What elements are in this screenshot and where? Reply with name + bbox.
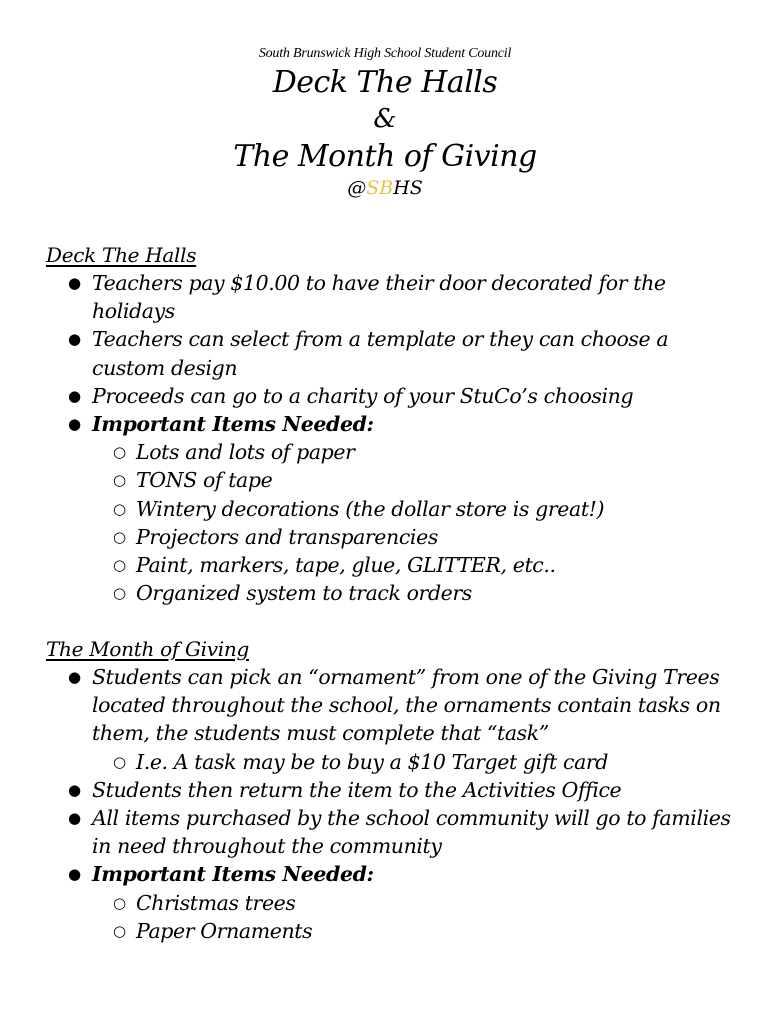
list-item (46, 804, 746, 860)
list-item-text: Important Items Needed: (92, 412, 374, 437)
deck-needed-list (92, 438, 746, 607)
deck-list (46, 269, 746, 607)
list-item-text: Teachers can select from a template or they can choose a custom design (92, 327, 669, 380)
hollow-bullet-icon: ○ (113, 556, 126, 575)
bullet-icon: ● (68, 330, 81, 349)
tag-highlight: SB (366, 177, 394, 199)
sub-list-item-text: Lots and lots of paper (136, 440, 355, 465)
list-item-text: Students then return the item to the Activities Office (92, 777, 622, 802)
school-tag (0, 175, 770, 201)
list-item (46, 776, 746, 804)
sub-list-item-text: Christmas trees (136, 890, 296, 915)
sub-list-item-text: I.e. A task may be to buy a $10 Target gift card (136, 749, 609, 774)
giving-needed-list (92, 889, 746, 945)
sub-list-item-text: Wintery decorations (the dollar store is great!) (136, 496, 605, 521)
bullet-icon: ● (68, 668, 81, 686)
bullet-icon: ● (68, 274, 81, 292)
sub-list-item-text: Paint, markers, tape, glue, GLITTER, etc.. (136, 553, 556, 578)
title-line-2: The Month of Giving (233, 139, 537, 174)
list-item (46, 382, 746, 410)
bullet-icon: ● (68, 809, 81, 828)
hollow-bullet-icon: ○ (113, 499, 126, 518)
list-item-text: All items purchased by the school community will go to families in need throughout the community (92, 806, 731, 859)
bullet-icon: ● (68, 386, 81, 405)
hollow-bullet-icon: ○ (113, 893, 126, 912)
bullet-icon: ● (68, 780, 81, 799)
hollow-bullet-icon: ○ (113, 527, 126, 546)
list-item-text: Students can pick an “ornament” from one of the Giving Trees located throughout the school, the ornaments contain tasks on them, the students must complete that “task” (92, 665, 721, 746)
sub-list-item (46, 748, 746, 776)
list-item (46, 325, 746, 381)
list-item-text: Proceeds can go to a charity of your StuCo’s choosing (92, 383, 634, 408)
giving-example-list (92, 748, 746, 776)
sub-list-item (46, 551, 746, 579)
sub-list-item-text: Organized system to track orders (136, 581, 472, 606)
giving-section-title: The Month of Giving (46, 637, 249, 661)
sub-list-item-text: TONS of tape (136, 468, 273, 493)
giving-list (46, 663, 746, 945)
hollow-bullet-icon: ○ (113, 471, 126, 490)
bullet-icon: ● (68, 865, 81, 884)
sub-list-item-text: Paper Ornaments (136, 918, 313, 943)
list-item (46, 663, 746, 776)
hollow-bullet-icon: ○ (113, 921, 126, 940)
tag-suffix: HS (393, 177, 423, 199)
sub-list-item (46, 438, 746, 466)
list-item-text: Important Items Needed: (92, 862, 374, 887)
sub-list-item (46, 579, 746, 607)
deck-section-title: Deck The Halls (46, 243, 197, 267)
deck-the-halls-section (46, 241, 746, 607)
tag-prefix: @ (347, 177, 367, 199)
sub-list-item (46, 889, 746, 917)
list-item (46, 269, 746, 325)
sub-list-item (46, 523, 746, 551)
title-line-1: Deck The Halls (272, 65, 498, 100)
list-item (46, 860, 746, 945)
title-ampersand: & (373, 104, 397, 134)
document-header (0, 44, 770, 201)
month-of-giving-section (46, 635, 746, 945)
organization-name: South Brunswick High School Student Council (258, 46, 512, 61)
hollow-bullet-icon: ○ (113, 584, 126, 603)
bullet-icon: ● (68, 415, 81, 434)
sub-list-item (46, 495, 746, 523)
hollow-bullet-icon: ○ (113, 443, 126, 462)
list-item (46, 410, 746, 607)
list-item-text: Teachers pay $10.00 to have their door decorated for the holidays (92, 271, 666, 324)
sub-list-item (46, 466, 746, 494)
hollow-bullet-icon: ○ (113, 752, 126, 771)
sub-list-item-text: Projectors and transparencies (136, 524, 438, 549)
sub-list-item (46, 917, 746, 945)
